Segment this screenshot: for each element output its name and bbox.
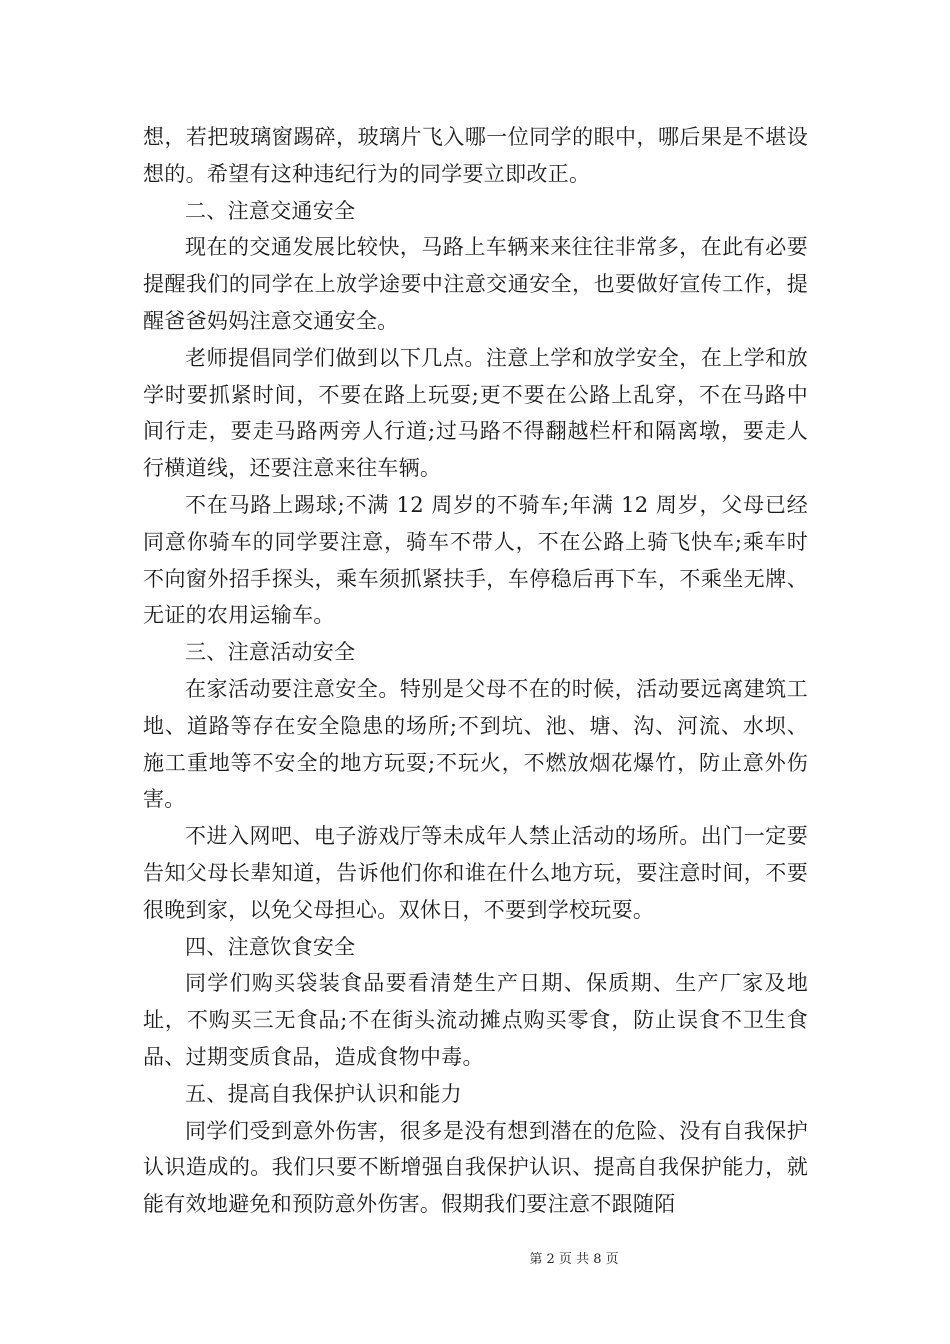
paragraph-home-activity: 在家活动要注意安全。特别是父母不在的时候，活动要远离建筑工地、道路等存在安全隐患的场所;不到坑、池、塘、沟、河流、水坝、施工重地等不安全的地方玩耍;不玩火，不燃放烟花爆竹，防止意外伤害。 xyxy=(143,676,808,812)
paragraph-continuation: 想，若把玻璃窗踢碎，玻璃片飞入哪一位同学的眼中，哪后果是不堪设想的。希望有这种违纪行为的同学要立即改正。 xyxy=(143,125,808,186)
document-body xyxy=(143,119,808,1223)
paragraph-traffic-intro: 现在的交通发展比较快，马路上车辆来来往往非常多，在此有必要提醒我们的同学在上放学途要中注意交通安全，也要做好宣传工作，提醒爸爸妈妈注意交通安全。 xyxy=(143,235,808,333)
paragraph-cycling-rules: 不在马路上踢球;不满 12 周岁的不骑车;年满 12 周岁，父母已经同意你骑车的同学要注意，骑车不带人，不在公路上骑飞快车;乘车时不向窗外招手探头，乘车须抓紧扶手，车停稳后再下车，不乘坐无牌、无证的农用运输车。 xyxy=(143,492,808,628)
paragraph-food-safety: 同学们购买袋装食品要看清楚生产日期、保质期、生产厂家及地址，不购买三无食品;不在街头流动摊点购买零食，防止误食不卫生食品、过期变质食品，造成食物中毒。 xyxy=(143,971,808,1069)
heading-activity-safety: 三、注意活动安全 xyxy=(185,640,356,665)
heading-food-safety: 四、注意饮食安全 xyxy=(185,934,356,959)
paragraph-places-to-avoid: 不进入网吧、电子游戏厅等未成年人禁止活动的场所。出门一定要告知父母长辈知道，告诉他们你和谁在什么地方玩，要注意时间，不要很晚到家，以免父母担心。双休日，不要到学校玩耍。 xyxy=(143,824,808,922)
page-number: 第 2 页 共 8 页 xyxy=(529,1252,619,1267)
heading-self-protection: 五、提高自我保护认识和能力 xyxy=(185,1081,462,1106)
page-footer xyxy=(0,1248,950,1267)
heading-traffic-safety: 二、注意交通安全 xyxy=(185,198,356,223)
paragraph-traffic-tips: 老师提倡同学们做到以下几点。注意上学和放学安全，在上学和放学时要抓紧时间，不要在路上玩耍;更不要在公路上乱穿，不在马路中间行走，要走马路两旁人行道;过马路不得翻越栏杆和隔离墩，要走人行横道线，还要注意来往车辆。 xyxy=(143,345,808,481)
paragraph-self-protection: 同学们受到意外伤害，很多是没有想到潜在的危险、没有自我保护认识造成的。我们只要不断增强自我保护认识、提高自我保护能力，就能有效地避免和预防意外伤害。假期我们要注意不跟随陌 xyxy=(143,1118,808,1217)
